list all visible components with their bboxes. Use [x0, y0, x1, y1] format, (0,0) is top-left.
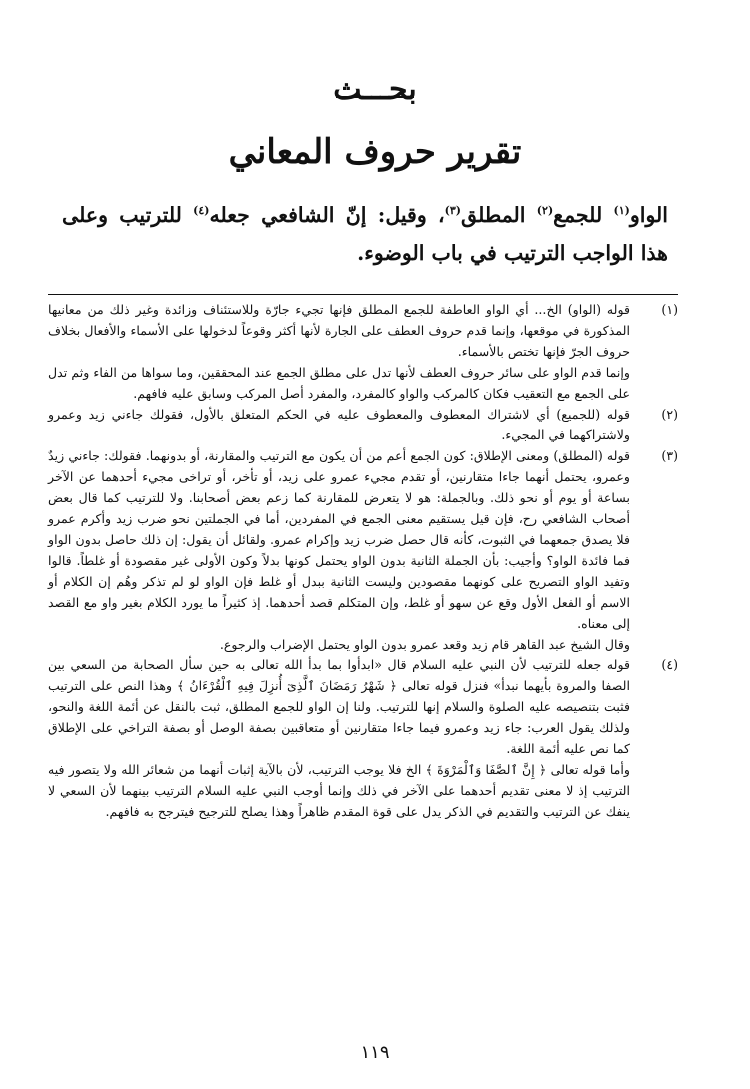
footnote-marker: (١)	[613, 204, 630, 217]
main-text-part: المطلق	[461, 202, 537, 227]
footnote-paragraph: قوله (للجميع) أي لاشتراك المعطوف والمعطوف عليه في الحكم المتعلق بالأول، فقولك جاءني زيد وعمرو ولاشتراكهما في المجيء.	[48, 406, 630, 443]
section-label: بحـــث	[333, 72, 417, 107]
footnote-marker: (٤)	[193, 204, 210, 217]
footnote-paragraph: وإنما قدم الواو على سائر حروف العطف لأنها تدل على مطلق الجمع عند المحققين، وما سواها من الفاء وثم تدل على الجمع مع التعقيب فكان كالمركب والواو كالمفرد، والمفرد أصل المركب وسابق عليه فافهم.	[48, 364, 630, 401]
footnote-separator	[48, 294, 678, 295]
footnote-number: (٤)	[661, 657, 678, 673]
footnote	[48, 405, 678, 447]
footnote-paragraph: وأما قوله تعالى ﴿ إِنَّ ٱلصَّفَا وَٱلْمَرْوَةَ ﴾ الخ فلا يوجب الترتيب، لأن بالآية إثبات أنهما من شعائر الله ولا يتصور فيه الترتيب إذ لا معنى تقديم أحدهما على الآخر في ذلك وإنما أوجب النبي عليه السلام الترتيب بينهما لأن السعي لا ينفك عن الترتيب والتقديم في الذكر يدل على قوة المقدم ظاهراً وهذا يصلح للترجيح فيترجح به فافهم.	[48, 761, 630, 819]
footnotes	[48, 300, 678, 823]
title-underline	[336, 96, 414, 98]
footnote-marker: (٢)	[536, 204, 554, 217]
main-text-part: للجمع	[553, 202, 614, 227]
main-text	[62, 192, 668, 272]
footnote	[48, 300, 678, 405]
footnote	[48, 655, 678, 822]
main-text-part: الواو	[629, 202, 668, 227]
footnote-paragraph: قوله (المطلق) ومعنى الإطلاق: كون الجمع أعم من أن يكون مع الترتيب والمقارنة، أو بدونهما. فقولك: جاءني زيدٌ وعمرو، يحتمل أنهما جاءا متقارنين، أو تقدم مجيء عمرو على زيد، أو تأخر، أو تراخى مجيء أحدهما عن الآخر بساعة أو يوم أو نحو ذلك. وبالجملة: هو لا يتعرض للمقارنة كما زعم بعض أصحابنا. ولا للترتيب كما قال بعض أصحاب الشافعي رح، فإن قيل يستقيم معنى الجمع في المفردين، أما في الجملتين نحو ضرب زيد وأكرم عمرو فلا يصدق جمعهما في الثبوت، كأنه قال حصل ضرب زيد وإكرام عمرو. ولقائل أن يقول: إن ذلك حاصل بدون الواو فما فائدة الواو؟ وأجيب: بأن الجملة الثانية بدون الواو يحتمل كونها بدلاً وكون الأولى غير مقصودة أو غلطاً. قالوا وتفيد الواو التصريح على كونهما مقصودين وليست الثانية ببدل أو غلط فإن الواو لو لم تذكر وهُم إن الكلام أو الاسم أو الفعل الأول وقع عن سهو أو غلط، وإن المتكلم قصد أحدهما. إذ كثيراً ما يورد الكلام بغير واو مع القصد إلى معناه.	[48, 448, 630, 631]
footnote	[48, 446, 678, 655]
page-number: ١١٩	[360, 1042, 390, 1063]
footnote-paragraph: وقال الشيخ عبد القاهر قام زيد وقعد عمرو بدون الواو يحتمل الإضراب والرجوع.	[219, 636, 630, 652]
footnote-number: (٢)	[661, 406, 678, 422]
footnote-marker: (٣)	[444, 204, 461, 217]
main-text-part: للترتيب وعلى هذا الواجب الترتيب في باب الوضوء.	[62, 202, 668, 265]
footnote-paragraph: قوله (الواو) الخ... أي الواو العاطفة للجمع المطلق فإنها تجيء جارّة وللاستئناف وزائدة وغير ذلك من معانيها المذكورة في موقعها، وإنما قدم حروف العطف على الجارة لأنها أكثر وقوعاً لدخولها على الأسماء والأفعال بخلاف حروف الجرّ فإنها تختص بالأسماء.	[48, 302, 630, 359]
footnote-paragraph: قوله جعله للترتيب لأن النبي عليه السلام قال «ابدأوا بما بدأ الله تعالى به حين سأل الصحابة من السعي بين الصفا والمروة بأيهما نبدأ» فنزل قوله تعالى ﴿ شَهْرُ رَمَضَانَ ٱلَّذِىٓ أُنزِلَ فِيهِ ٱلْقُرْءَانُ ﴾ وهذا النص على الترتيب فثبت بتنصيصه عليه الصلوة والسلام إنها للترتيب. ولنا إن الواو للجمع المطلق، ثبت بالنقل عن أئمة اللغة والنحو، ولذلك يقول العرب: جاء زيد وعمرو فيما جاءا متقارنين أو متعاقبين بصفة الوصل أو بصفة التراخي على الإطلاق كما نص عليه أئمة اللغة.	[48, 657, 630, 757]
footnote-number: (٣)	[661, 448, 678, 464]
main-text-part: ، وقيل: إنّ الشافعي جعله	[209, 202, 445, 227]
chapter-title: تقرير حروف المعاني	[228, 132, 522, 172]
footnote-number: (١)	[661, 302, 678, 317]
